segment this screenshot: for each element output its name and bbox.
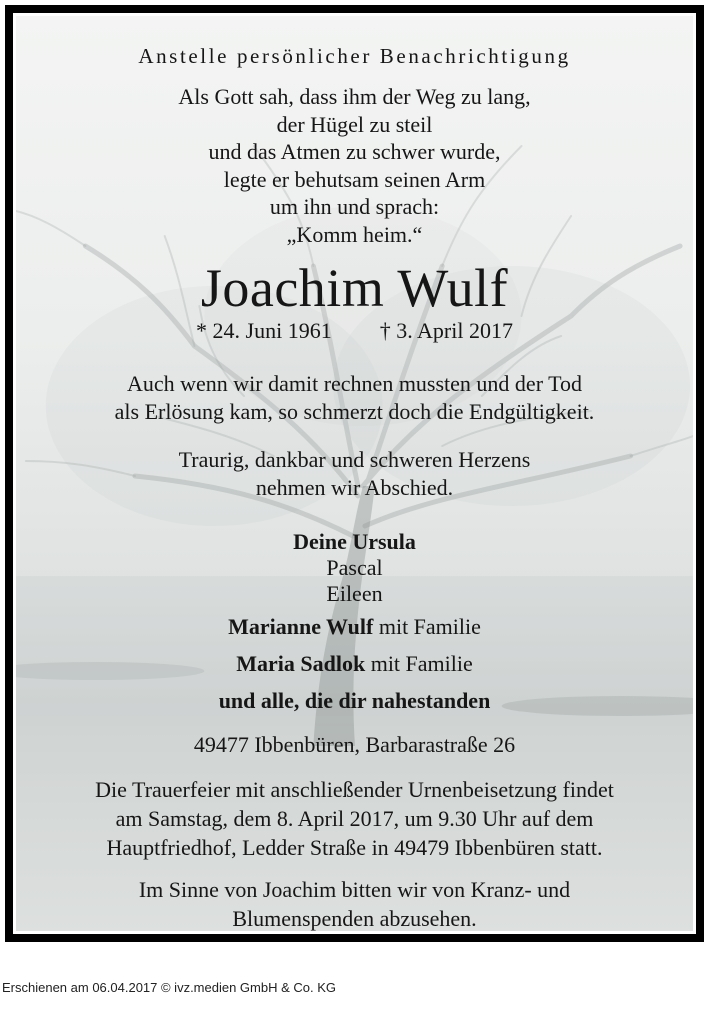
poem-line: Als Gott sah, dass ihm der Weg zu lang, (178, 84, 531, 109)
mourner-child: Eileen (326, 581, 383, 606)
ceremony-line: am Samstag, dem 8. April 2017, um 9.30 Uhr auf dem (115, 806, 594, 831)
obituary-notice (5, 5, 704, 942)
birth-date: * 24. Juni 1961 (196, 318, 332, 343)
relative-name: Maria Sadlok (236, 651, 366, 676)
publication-footer: Erschienen am 06.04.2017 © ivz.medien GmbH & Co. KG (2, 980, 337, 995)
parting-text (16, 446, 693, 502)
request-line: Blumenspenden abzusehen. (232, 906, 477, 931)
quote-line: Auch wenn wir damit rechnen mussten und der Tod (126, 371, 583, 396)
life-dates (16, 318, 693, 344)
notice-paper (16, 16, 693, 931)
notice-content (16, 16, 693, 931)
relative-name: Marianne Wulf (228, 614, 374, 639)
poem-line: um ihn und sprach: (269, 194, 440, 219)
poem-line: und das Atmen zu schwer wurde, (208, 139, 501, 164)
relative-suffix: mit Familie (373, 614, 481, 639)
ceremony-line: Hauptfriedhof, Ledder Straße in 49479 Ibbenbüren statt. (106, 835, 603, 860)
quote-line: als Erlösung kam, so schmerzt doch die Endgültigkeit. (114, 399, 595, 424)
mourner-closing: und alle, die dir nahestanden (218, 688, 491, 713)
parting-line: nehmen wir Abschied. (255, 475, 454, 500)
poem (16, 83, 693, 248)
mourner-address: 49477 Ibbenbüren, Barbarastraße 26 (193, 732, 516, 757)
request-line: Im Sinne von Joachim bitten wir von Kranz- und (138, 877, 571, 902)
parting-line: Traurig, dankbar und schweren Herzens (178, 447, 531, 472)
mourners-list (16, 529, 693, 715)
poem-line: „Komm heim.“ (286, 221, 423, 247)
donation-request (16, 875, 693, 931)
mourner-relative (16, 613, 693, 641)
quote-text (16, 370, 693, 426)
mourner-relative (16, 650, 693, 678)
ceremony-line: Die Trauerfeier mit anschließender Urnenbeisetzung findet (95, 777, 614, 802)
notice-header: Anstelle persönlicher Benachrichtigung (138, 44, 571, 68)
relative-suffix: mit Familie (365, 651, 473, 676)
poem-line: legte er behutsam seinen Arm (223, 166, 486, 192)
poem-line: der Hügel zu steil (276, 111, 433, 137)
notice-inner-border (11, 11, 698, 936)
mourner-primary: Deine Ursula (293, 529, 416, 554)
ceremony-info (16, 775, 693, 862)
deceased-name: Joachim Wulf (200, 258, 509, 318)
mourner-child: Pascal (326, 555, 383, 580)
death-date: † 3. April 2017 (379, 318, 513, 343)
